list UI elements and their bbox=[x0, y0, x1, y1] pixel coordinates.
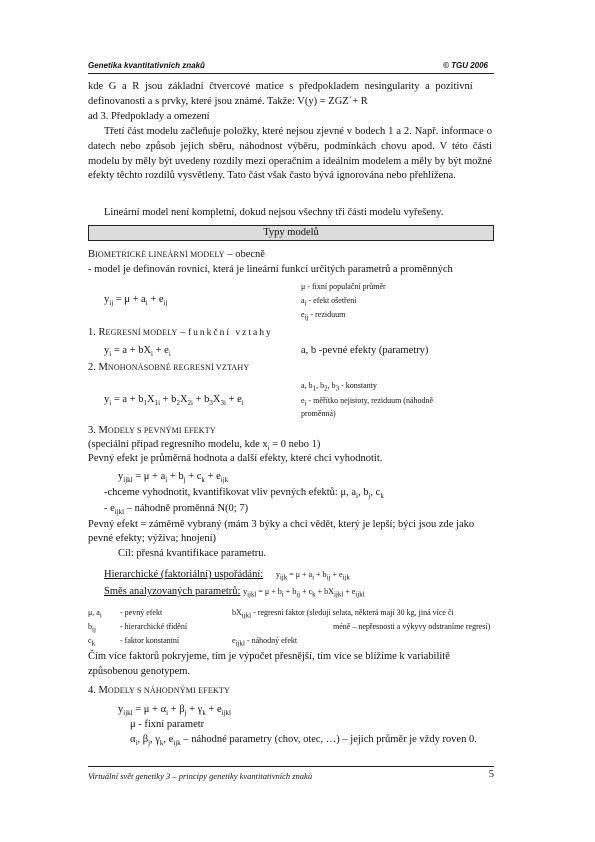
intro-paragraph-2: Třetí část modelu začleňuje položky, které nejsou zjevné v bodech 1 a 2. Např. informace o datech nebo způsob jejich sběru, náhodnost výběru, podmínkách chovu apod. V této části modelu by měly být uvedeny rozdíly mezi operačním a ideálním modelem a měly by být možné efekty těchto rozdílů vysvětleny. Tato část však často bývá ignorována nebo přehlížena. bbox=[88, 126, 492, 182]
header-title: Genetika kvantitativních znaků bbox=[88, 61, 205, 70]
model-1-equation: $y_i = a + bX_i + e_i$ bbox=[104, 345, 171, 359]
hierarchical-arrangement: Hierarchické (faktoriální) uspořádání: $y_{ijk} = \mu + a_i + b_{ij} + e_{ijk}$ bbox=[104, 569, 350, 582]
model-3-goal: Cíl: přesná kvantifikace parametru. bbox=[118, 548, 267, 559]
legend-fixed-desc: - pevný efekt bbox=[120, 608, 163, 617]
bio-ai-desc: $a_i$ - efekt ošetření bbox=[301, 296, 357, 308]
bio-eij-desc: $e_{ij}$ - reziduum bbox=[301, 310, 346, 322]
legend-fixed: μ, $a_i$ bbox=[88, 608, 102, 620]
footer-title: Virtuální svět genetiky 3 – principy genetiky kvantitativních znaků bbox=[88, 771, 313, 781]
intro-line-1: kde G a R jsou základní čtvercové matice s předpokladem nesingularity a pozitivní bbox=[88, 81, 473, 92]
model-2-residual-cont: proměnná) bbox=[301, 409, 336, 418]
intro-paragraph-3: Lineární model není kompletní, dokud nejsou všechny tři části modelu vyřešeny. bbox=[104, 207, 444, 218]
model-3-heading: 3. MODELY S PEVNÝMI EFEKTY bbox=[88, 425, 216, 436]
model-3-evaluate: -chceme vyhodnotit, kvantifikovat vliv pevných efektů: μ, $a_i$, $b_j$, $c_k$ bbox=[104, 487, 384, 501]
legend-const: $c_k$ bbox=[88, 636, 96, 648]
intro-line-2: definovanosti a s prvky, které jsou známé. Takže: V(y) = ZGZ´+ R bbox=[88, 96, 368, 107]
bio-equation: $y_{ij} = \mu + a_i + e_{ij}$ bbox=[104, 294, 168, 308]
model-4-equation: $y_{ijkl} = \mu + \alpha_i + \beta_j + \gamma_k + e_{ijkl}$ bbox=[118, 704, 231, 718]
model-2-heading: 2. MNOHONÁSOBNÉ REGRESNÍ VZTAHY bbox=[88, 362, 250, 373]
model-2-equation: $y_i = a + b_1X_{1i} + b_2X_{2i} + b_3X_{3i} + e_i$ bbox=[104, 394, 244, 408]
parameter-mix: Směs analyzovaných parametrů: $y_{ijkl} = \mu + b_i + b_{ij} + c_k + bX_{ijkl} + e_{ijkl}$ bbox=[104, 586, 365, 599]
model-1-description: a, b -pevné efekty (parametry) bbox=[301, 345, 429, 356]
model-3-conclusion: Čím více faktorů pokryjeme, tím je výpočet přesnější, tím více se blížíme k variabilitě bbox=[88, 651, 450, 662]
legend-const-desc: - faktor konstantní bbox=[120, 636, 180, 645]
model-4-random-params: $\alpha_i$, $\beta_j$, $\gamma_k$, $e_{ijk}$ – náhodné parametry (chov, otec, …) – jejich průměr je vždy roven 0. bbox=[130, 734, 477, 748]
model-2-constants: a, $b_1$, $b_2$, $b_3$ - konstanty bbox=[301, 381, 377, 393]
model-3-random-var: - $e_{ijkl}$ – náhodně proměnná N(0; 7) bbox=[104, 503, 249, 517]
running-header bbox=[88, 61, 494, 74]
bio-heading: BIOMETRICKÉ LINEÁRNÍ MODELY – obecně bbox=[88, 249, 265, 260]
legend-hier-desc: - hierarchické třídění bbox=[120, 622, 188, 631]
legend-regression-cont: méně – nepřesnosti a výkyvy odstraníme regresí) bbox=[333, 622, 491, 631]
model-3-fixed-effect-cont: pevné efekty; výživa; hnojení) bbox=[88, 533, 216, 544]
section-title-box: Typy modelů bbox=[88, 225, 494, 241]
model-3-note: (speciální případ regresního modelu, kde $x_i = 0$ nebo 1) bbox=[88, 439, 321, 453]
model-3-equation: $y_{ijkl} = \mu + a_i + b_j + c_k + e_{ijk}$ bbox=[118, 471, 229, 485]
bio-mu-desc: μ - fixní populační průměr bbox=[301, 282, 386, 291]
model-4-heading: 4. MODELY S NÁHODNÝMI EFEKTY bbox=[88, 685, 230, 696]
model-3-conclusion-cont: způsobenou genotypem. bbox=[88, 666, 191, 677]
legend-regression: $bX_{ijkl}$ - regresní faktor (sledují selata, některá mají 30 kg, jiná více či bbox=[232, 608, 454, 620]
legend-random: $e_{ijkl}$ - náhodný efekt bbox=[232, 636, 298, 648]
model-3-fixed-effect-line: Pevný efekt = záměrně vybraný (mám 3 býky a chci vědět, který je lepší; býci jsou zde jako bbox=[88, 519, 475, 530]
model-4-fixed-param: μ - fixní parametr bbox=[130, 719, 205, 730]
page-number: 5 bbox=[488, 769, 494, 780]
model-2-residual: $e_i$ - měřítko nejistoty, reziduum (náhodně bbox=[301, 396, 434, 408]
model-3-fixed-def: Pevný efekt je průměrná hodnota a další efekty, které chci vyhodnotit. bbox=[88, 453, 383, 464]
running-footer bbox=[88, 766, 494, 781]
legend-hier: $b_{ij}$ bbox=[88, 622, 96, 634]
header-copyright: © TGU 2006 bbox=[442, 61, 488, 70]
bio-definition: - model je definován rovnicí, která je lineární funkcí určitých parametrů a proměnných bbox=[88, 264, 453, 275]
model-1-heading: 1. REGRESNÍ MODELY – funkční vztahy bbox=[88, 327, 273, 338]
ad3-heading: ad 3. Předpoklady a omezení bbox=[88, 111, 210, 122]
